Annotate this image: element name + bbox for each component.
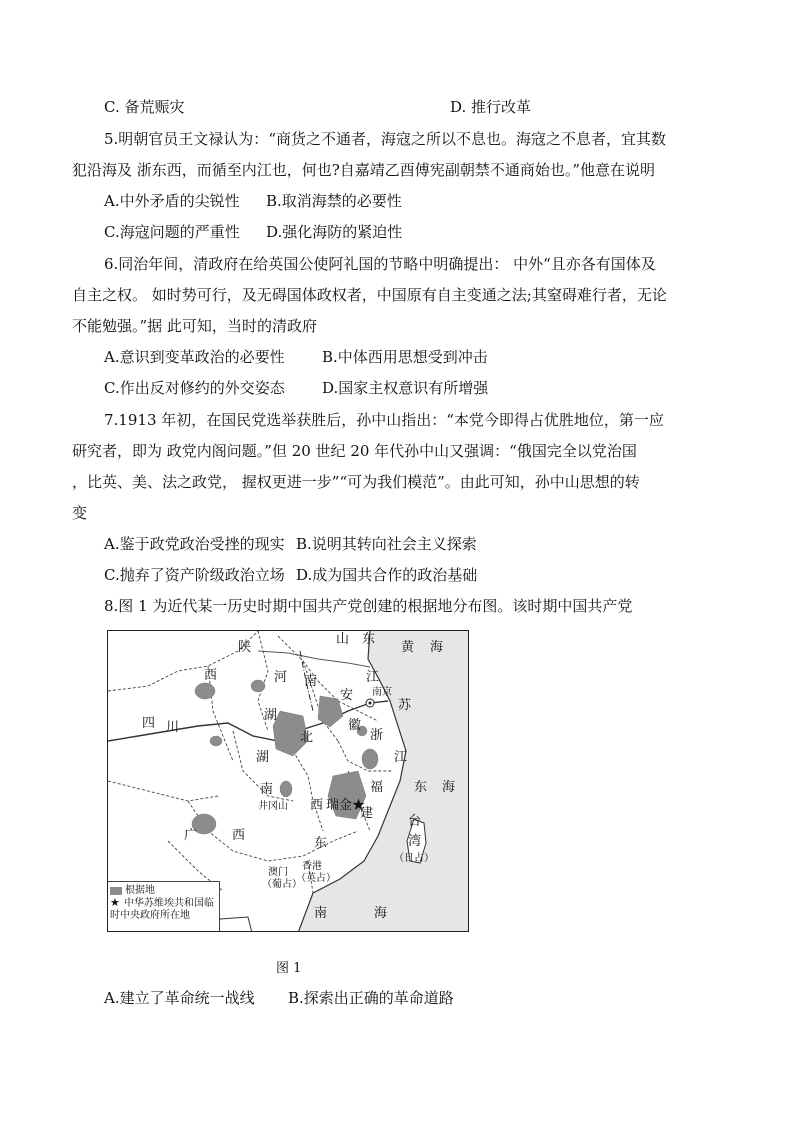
map-label-hunan-2: 南: [260, 782, 274, 797]
map-label-jiangsu-2: 苏: [398, 698, 412, 713]
map-label-shaanxi: 陕: [238, 640, 252, 655]
q5-line-1: 5.明朝官员王文禄认为：“商货之不通者，海寇之所以不息也。海寇之不息者，宜其数: [104, 130, 666, 148]
map-label-taiwan-2: 湾: [408, 834, 422, 849]
map-label-taiwan-1: 台: [408, 814, 422, 829]
map-label-yellow-sea-1: 黄: [401, 640, 415, 655]
q6-option-d: D.国家主权意识有所增强: [322, 379, 489, 397]
map-label-japanese-occupied: （日占）: [394, 853, 434, 864]
map-label-zhejiang-2: 江: [394, 750, 408, 765]
map-label-jiangxi-2: 西: [310, 798, 324, 813]
map-label-nanjing: 南京: [372, 687, 392, 698]
map-label-shaanxi-2: 西: [204, 668, 218, 683]
map-label-shandong-1: 山: [336, 632, 350, 647]
legend-base-area-label: 根据地: [125, 885, 155, 896]
q5-option-c: C.海寇问题的严重性: [104, 223, 240, 241]
map-label-jiangsu-1: 江: [366, 670, 380, 685]
q6-line-1: 6.同治年间，清政府在给英国公使阿礼国的节略中明确提出： 中外“且亦各有国体及: [104, 255, 656, 273]
map-label-south-sea-2: 海: [374, 906, 388, 921]
map-label-anhui-2: 徽: [348, 718, 362, 733]
map-label-yellow-sea-2: 海: [430, 640, 444, 655]
base-area-map: [107, 630, 469, 932]
q7-line-3: ，比英、美、法之政党， 握权更进一步”“可为我们模范”。由此可知，孙中山思想的转: [72, 473, 640, 491]
legend-swatch-icon: [110, 887, 122, 895]
map-label-hunan-1: 湖: [256, 750, 270, 765]
q5-option-b: B.取消海禁的必要性: [266, 192, 402, 210]
option-d: D. 推行改革: [450, 98, 532, 116]
map-label-fujian-1: 福: [370, 780, 384, 795]
star-icon: ★: [110, 896, 120, 909]
q6-line-2: 自主之权。 如时势可行，及无碍国体政权者，中国原有自主变通之法;其窒碍难行者，无论: [72, 286, 667, 304]
q8-option-b: B.探索出正确的革命道路: [288, 989, 454, 1007]
capital-star-icon: ★: [352, 798, 366, 813]
map-label-sichuan-1: 四: [142, 716, 156, 731]
q6-option-c: C.作出反对修约的外交姿态: [104, 379, 285, 397]
q7-option-d: D.成为国共合作的政治基础: [296, 566, 478, 584]
map-legend: [108, 881, 220, 932]
map-label-zhejiang-1: 浙: [370, 728, 384, 743]
q5-option-d: D.强化海防的紧迫性: [266, 223, 403, 241]
map-label-guangxi-2: 西: [232, 828, 246, 843]
q6-option-b: B.中体西用思想受到冲击: [322, 348, 488, 366]
q5-line-2: 犯沿海及 浙东西，而循至内江也，何也?自嘉靖乙酉傅宪副朝禁不通商始也。”他意在说明: [72, 161, 655, 179]
legend-capital-label: 中华苏维埃共和国临时中央政府所在地: [110, 898, 214, 921]
map-label-hongkong: 香港: [302, 861, 322, 872]
map-label-guangxi-1: 广: [184, 828, 198, 843]
map-label-east-sea-2: 海: [442, 780, 456, 795]
q7-option-c: C.抛弃了资产阶级政治立场: [104, 566, 285, 584]
q8-option-a: A.建立了革命统一战线: [104, 989, 255, 1007]
q7-option-b: B.说明其转向社会主义探索: [296, 535, 477, 553]
q7-option-a: A.鉴于政党政治受挫的现实: [104, 535, 285, 553]
map-label-south-sea-1: 南: [314, 906, 328, 921]
map-label-henan-1: 河: [274, 670, 288, 685]
map-label-shandong-2: 东: [362, 632, 376, 647]
q7-line-4: 变: [72, 504, 88, 522]
map-label-guangdong: 东: [314, 836, 328, 851]
legend-capital: [110, 897, 217, 922]
q7-line-1: 7.1913 年初，在国民党选举获胜后，孙中山指出：“本党今即得占优胜地位，第一应: [104, 411, 664, 429]
map-label-fujian-2: 建: [360, 806, 374, 821]
q8-line-1: 8.图 1 为近代某一历史时期中国共产党创建的根据地分布图。该时期中国共产党: [104, 597, 633, 615]
map-label-jinggangshan: 井冈山: [258, 801, 288, 812]
map-label-anhui-1: 安: [340, 688, 354, 703]
map-label-henan-2: 南: [304, 674, 318, 689]
q6-option-a: A.意识到变革政治的必要性: [104, 348, 285, 366]
option-c: C. 备荒赈灾: [104, 98, 185, 116]
q7-line-2: 研究者，即为 政党内阁问题。”但 20 世纪 20 年代孙中山又强调：“俄国完全以党治国: [72, 442, 637, 460]
map-label-macau: 澳门: [268, 867, 288, 878]
map-label-hubei-2: 北: [300, 730, 314, 745]
map-label-british-occupied: （英占）: [296, 873, 336, 884]
map-label-hubei-1: 湖: [264, 708, 278, 723]
map-label-portuguese-occupied: （葡占）: [262, 879, 302, 890]
q5-option-a: A.中外矛盾的尖锐性: [104, 192, 240, 210]
map-label-sichuan-2: 川: [166, 720, 180, 735]
figure-caption: 图 1: [276, 961, 302, 976]
map-label-east-sea-1: 东: [414, 780, 428, 795]
q6-line-3: 不能勉强。”据 此可知，当时的清政府: [72, 317, 317, 335]
legend-base-area: [110, 885, 217, 897]
map-label-ruijin: 瑞金★: [326, 798, 366, 813]
